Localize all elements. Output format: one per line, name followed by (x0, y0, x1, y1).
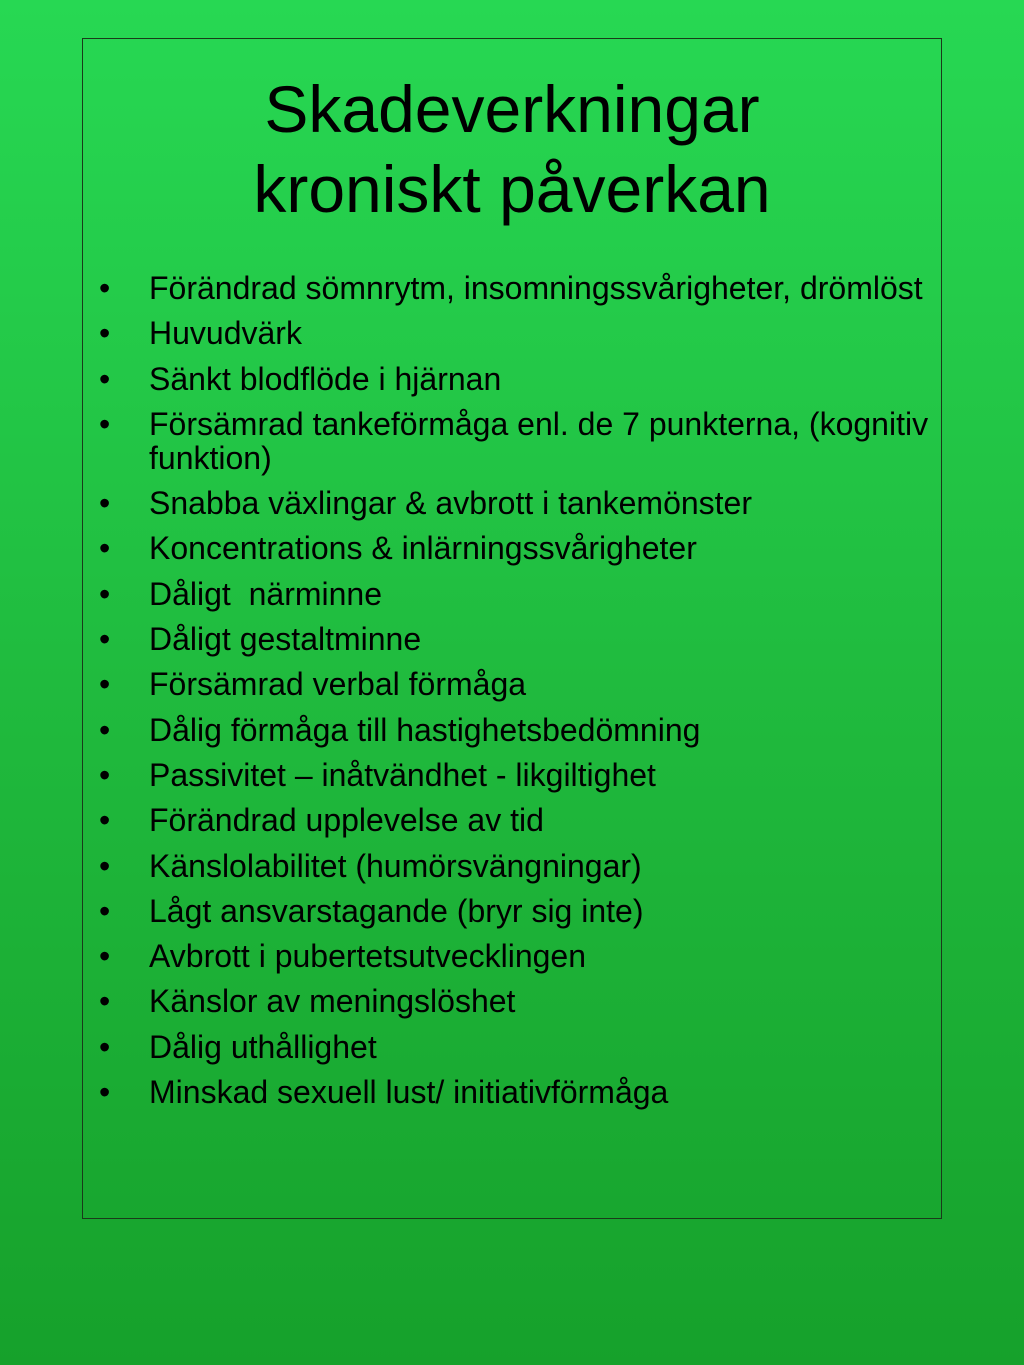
bullet-item (99, 316, 929, 350)
bullet-item (99, 803, 929, 837)
bullet-item (99, 622, 929, 656)
bullet-text: Dålig uthållighet (149, 1028, 377, 1065)
bullet-item (99, 849, 929, 883)
bullet-text: Dåligt närminne (149, 575, 382, 612)
bullet-dot-icon: • (99, 485, 111, 522)
bullet-item (99, 407, 929, 475)
bullet-text: Koncentrations & inlärningssvårigheter (149, 530, 697, 567)
bullet-item (99, 1075, 929, 1109)
bullet-dot-icon: • (99, 1074, 111, 1111)
bullet-item (99, 577, 929, 611)
bullet-dot-icon: • (99, 575, 111, 612)
bullet-text: Försämrad verbal förmåga (149, 666, 527, 703)
bullet-dot-icon: • (99, 1028, 111, 1065)
bullet-text: Huvudvärk (149, 315, 302, 352)
bullet-item (99, 939, 929, 973)
slide-title-line-1: Skadeverkningar (264, 72, 760, 146)
slide-title (83, 69, 941, 229)
bullet-dot-icon: • (99, 530, 111, 567)
bullet-dot-icon: • (99, 802, 111, 839)
bullet-dot-icon: • (99, 892, 111, 929)
bullet-dot-icon: • (99, 756, 111, 793)
bullet-list (99, 271, 929, 1120)
bullet-dot-icon: • (99, 621, 111, 658)
bullet-dot-icon: • (99, 360, 111, 397)
bullet-text: Lågt ansvarstagande (bryr sig inte) (149, 892, 644, 929)
slide-frame (82, 38, 942, 1219)
bullet-dot-icon: • (99, 847, 111, 884)
bullet-item (99, 984, 929, 1018)
slide-title-line-2: kroniskt påverkan (253, 152, 771, 226)
bullet-dot-icon: • (99, 270, 111, 306)
bullet-text: Förändrad sömnrytm, insomningssvårigheter, drömlöst (149, 270, 923, 306)
bullet-dot-icon: • (99, 983, 111, 1020)
bullet-item (99, 531, 929, 565)
bullet-dot-icon: • (99, 315, 111, 352)
bullet-text: Snabba växlingar & avbrott i tankemönster (149, 485, 752, 522)
bullet-dot-icon: • (99, 711, 111, 748)
bullet-dot-icon: • (99, 405, 111, 442)
bullet-item (99, 667, 929, 701)
bullet-text: Försämrad tankeförmåga enl. de 7 punkterna, (kognitiv funktion) (149, 405, 929, 476)
bullet-text: Känslor av meningslöshet (149, 983, 516, 1020)
bullet-item (99, 362, 929, 396)
bullet-item (99, 713, 929, 747)
bullet-item (99, 271, 929, 305)
bullet-item (99, 486, 929, 520)
bullet-text: Förändrad upplevelse av tid (149, 802, 544, 839)
bullet-dot-icon: • (99, 666, 111, 703)
bullet-text: Avbrott i pubertetsutvecklingen (149, 938, 586, 975)
bullet-text: Dåligt gestaltminne (149, 621, 422, 658)
bullet-item (99, 894, 929, 928)
bullet-text: Känslolabilitet (humörsvängningar) (149, 847, 642, 884)
bullet-item (99, 1030, 929, 1064)
bullet-dot-icon: • (99, 938, 111, 975)
bullet-item (99, 758, 929, 792)
bullet-text: Sänkt blodflöde i hjärnan (149, 360, 502, 397)
bullet-text: Dålig förmåga till hastighetsbedömning (149, 711, 701, 748)
bullet-text: Minskad sexuell lust/ initiativförmåga (149, 1074, 669, 1111)
bullet-text: Passivitet – inåtvändhet - likgiltighet (149, 756, 656, 793)
